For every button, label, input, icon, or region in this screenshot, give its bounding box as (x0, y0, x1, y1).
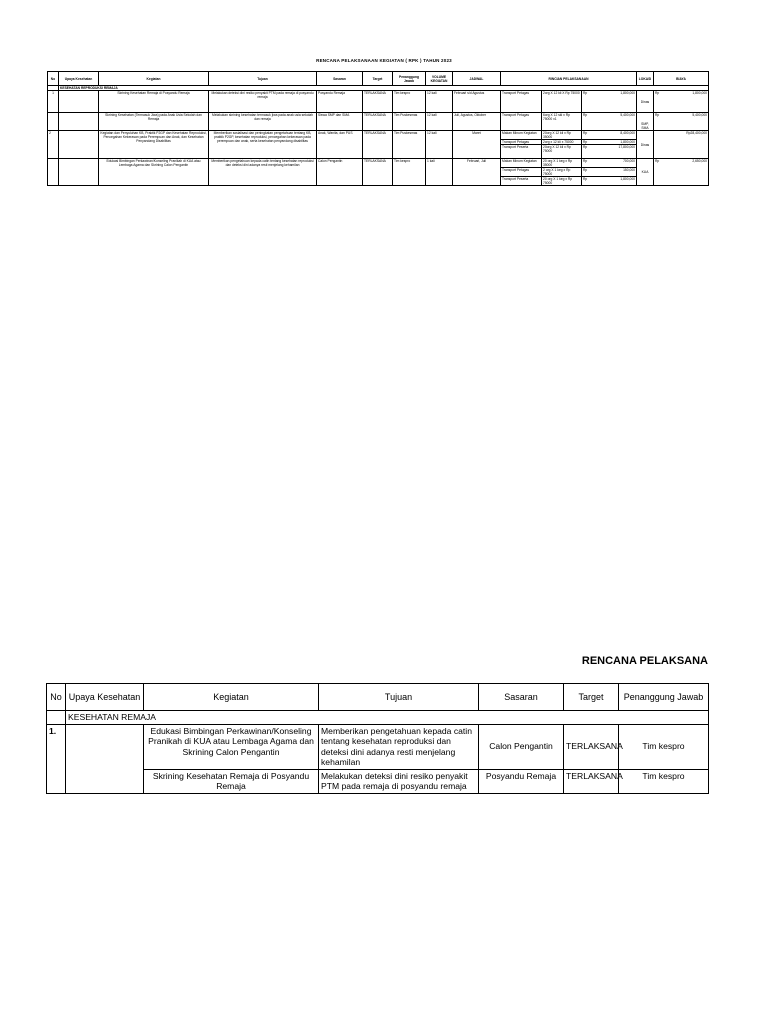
cell-biaya-rp: Rp (655, 159, 660, 163)
col-target: Target (363, 72, 393, 86)
cell-rp: Rp (583, 131, 588, 135)
cell-tujuan: Memberikan pengetahuan kepada catin tentang kesehatan reproduksi dan deteksi dini adanya resti menjelang kehamilan (209, 159, 317, 186)
cell-sasaran: Posyandu Remaja (479, 769, 564, 793)
cell-biaya: 2,650,000 (692, 159, 707, 163)
cell-pj: Tim kespro (619, 724, 709, 769)
cell-sasaran: Siswa SMP dan SMA (317, 113, 363, 131)
cell-biaya: 5,400,000 (692, 113, 707, 117)
cell-rp: Rp (583, 145, 588, 149)
cell-sasaran: Calon Pengantin (479, 724, 564, 769)
document-title-large: RENCANA PELAKSANA (581, 655, 708, 667)
cell-target: TERLAKSANA (363, 113, 393, 131)
cell-amount: 1,800,000 (620, 177, 635, 181)
cell-jadwal: Februari s/d Agustus (453, 91, 501, 113)
cell-tujuan: Memberikan sosialisasi dan peningkatan pengetahuan tentang KB, praktik P2GP, kesehatan reproduksi, pencegahan kekerasan pada perempuan dan anak, serta kesehatan penyandang disabilitas (209, 131, 317, 159)
cell-amount: 5,400,000 (620, 113, 635, 117)
cell-tujuan: Memberikan pengetahuan kepada catin tentang kesehatan reproduksi dan deteksi dini adanya resti menjelang kehamilan (319, 724, 479, 769)
cell-rincian-calc: 6org X 12 skl x Rp 75000 x1 (542, 113, 582, 131)
cell-amount: 1,800,000 (620, 140, 635, 144)
cell-amount: 150,000 (623, 168, 635, 172)
cell-volume: 12 kali (426, 131, 453, 159)
cell-rincian-calc: 20org X 12 kli x Rp 75000 (542, 145, 582, 159)
col-volume: VOLUME KEGIATAN (426, 72, 453, 86)
cell-no (48, 113, 59, 131)
cell-rincian-calc: 2 org X 1 keg x Rp 75000 (542, 168, 582, 177)
cell-pj: Tim Puskesmas (393, 113, 426, 131)
cell-target: TERLAKSANA (363, 159, 393, 186)
cell-target: TERLAKSANA (564, 724, 619, 769)
cell-no (48, 159, 59, 186)
cell-sasaran: Calon Pengantin (317, 159, 363, 186)
cell-kegiatan: Skrining Kesehatan Remaja di Posyandu Remaja (99, 91, 209, 113)
cell-target: TERLAKSANA (363, 91, 393, 113)
col-lokasi: LOKASI (637, 72, 654, 86)
cell-biaya-rp: Rp (655, 113, 660, 117)
cell-pj: Tim kespro (393, 159, 426, 186)
cell-target: TERLAKSANA (363, 131, 393, 159)
cell-jadwal: Maret (453, 131, 501, 159)
table-row (47, 769, 709, 793)
table-header-row (47, 684, 709, 711)
col-tujuan: Tujuan (319, 684, 479, 711)
cell-lokasi: Dinas (637, 91, 654, 113)
cell-jadwal: Juli, Agustus, Oktober (453, 113, 501, 131)
cell-rincian-calc: 2org x 12 kli x 75000 (542, 140, 582, 145)
col-target: Target (564, 684, 619, 711)
col-pj: Penanggung Jawab (619, 684, 709, 711)
cell-target: TERLAKSANA (564, 769, 619, 793)
col-tujuan: Tujuan (209, 72, 317, 86)
cell-amount: 1,800,000 (620, 91, 635, 95)
cell-lokasi: Dinas (637, 131, 654, 159)
col-upaya: Upaya Kesehatan (59, 72, 99, 86)
cell-rincian-calc: 20org X 12 kli x Rp 35000 (542, 131, 582, 140)
cell-rp: Rp (583, 168, 588, 172)
col-sasaran: Sasaran (317, 72, 363, 86)
section-label: KESEHATAN REPRODUKSI REMAJA (59, 86, 709, 91)
document-title: RENCANA PELAKSANAAN KEGIATAN ( RPK ) TAHUN 2023 (316, 58, 452, 63)
cell-rincian-item: Transport Petugas (501, 168, 542, 177)
cell-rincian-item: Transport Petugas (501, 113, 542, 131)
col-jadwal: JADWAL (453, 72, 501, 86)
cell-rincian-item: Transport Petugas (501, 91, 542, 113)
cell-volume: 1 kali (426, 159, 453, 186)
cell-tujuan: Melakukan skrining kesehatan termasuk jiwa pada anak usia sekolah dan remaja (209, 113, 317, 131)
table-row (48, 159, 709, 168)
col-sasaran: Sasaran (479, 684, 564, 711)
cell-kegiatan: Kegiatan dan Penyuluhan KB, Praktik P2GP dan Kesehatan Reproduksi, Pencegahan Kekerasan pada Perempuan dan Anak, dan Kesehatan Penyandang Disabilitas (99, 131, 209, 159)
cell-rp: Rp (583, 159, 588, 163)
table-row (48, 131, 709, 140)
table-row (48, 91, 709, 113)
rpk-table-small (47, 71, 709, 186)
cell-rincian-calc: 20 org X 1 keg x Rp 35000 (542, 159, 582, 168)
col-kegiatan: Kegiatan (144, 684, 319, 711)
cell-jadwal: Februari, Juli (453, 159, 501, 186)
cell-sasaran: Posyandu Remaja (317, 91, 363, 113)
cell-biaya: 1,800,000 (692, 91, 707, 95)
cell-biaya-rp: Rp (655, 91, 660, 95)
table-row (48, 113, 709, 131)
cell-rincian-calc: 2org X 12 kli X Rp 75000 (542, 91, 582, 113)
section-row (47, 711, 709, 725)
cell-sasaran: Anak, Wanita, dan PUS (317, 131, 363, 159)
col-kegiatan: Kegiatan (99, 72, 209, 86)
col-pj: Penanggung Jawab (393, 72, 426, 86)
section-label: KESEHATAN REMAJA (66, 711, 709, 725)
cell-lokasi: SMP, SMA (637, 113, 654, 131)
col-biaya: BIAYA (654, 72, 709, 86)
col-rincian: RINCIAN PELAKSANAAN (501, 72, 637, 86)
cell-no: 1. (47, 724, 66, 793)
cell-rincian-item: Transport Petugas (501, 140, 542, 145)
cell-rincian-calc: 20 org X 1 keg x Rp 75000 (542, 177, 582, 186)
cell-kegiatan: Skrining Kesehatan Remaja di Posyandu Remaja (144, 769, 319, 793)
cell-rp: Rp (583, 177, 588, 181)
cell-pj: Tim kespro (619, 769, 709, 793)
cell-rincian-item: Makan Minum Kegiatan (501, 159, 542, 168)
cell-biaya: Rp28,400,000 (686, 131, 707, 135)
cell-kegiatan: Edukasi Bimbingan Perkawinan/Konseling Pranikah di KUA atau Lembaga Agama dan Skrining Calon Pengantin (144, 724, 319, 769)
cell-tujuan: Melakukan deteksi dini resiko penyakit PTM pada remaja di posyandu remaja (319, 769, 479, 793)
cell-kegiatan: Skrining Kesehatan (Termasuk Jiwa) pada Anak Usia Sekolah dan Remaja (99, 113, 209, 131)
cell-volume: 12 kali (426, 113, 453, 131)
table-row (47, 724, 709, 769)
col-upaya: Upaya Kesehatan (66, 684, 144, 711)
cell-no: 2 (48, 131, 59, 159)
cell-amount: 17,800,000 (618, 145, 635, 149)
cell-kegiatan: Edukasi Bimbingan Perkawinan/Konseling Pranikah di KUA atau Lembaga Agama dan Skrining Calon Pengantin (99, 159, 209, 186)
cell-rp: Rp (583, 140, 588, 144)
col-no: No (47, 684, 66, 711)
cell-rp: Rp (583, 91, 588, 95)
rpk-table-large (46, 683, 709, 794)
cell-amount: 8,400,000 (620, 131, 635, 135)
cell-rincian-item: Makan Minum Kegiatan (501, 131, 542, 140)
cell-volume: 12 kali (426, 91, 453, 113)
cell-pj: Tim Puskesmas (393, 131, 426, 159)
col-no: No (48, 72, 59, 86)
table-header-row (48, 72, 709, 86)
cell-rincian-item: Transport Peserta (501, 145, 542, 159)
cell-amount: 700,000 (623, 159, 635, 163)
cell-pj: Tim kespro (393, 91, 426, 113)
cell-no: 1 (48, 91, 59, 113)
cell-tujuan: Melakukan deteksi dini resiko penyakit PTM pada remaja di posyandu remaja (209, 91, 317, 113)
cell-rincian-item: Transport Peserta (501, 177, 542, 186)
cell-lokasi: KUA (637, 159, 654, 186)
cell-rp: Rp (583, 113, 588, 117)
